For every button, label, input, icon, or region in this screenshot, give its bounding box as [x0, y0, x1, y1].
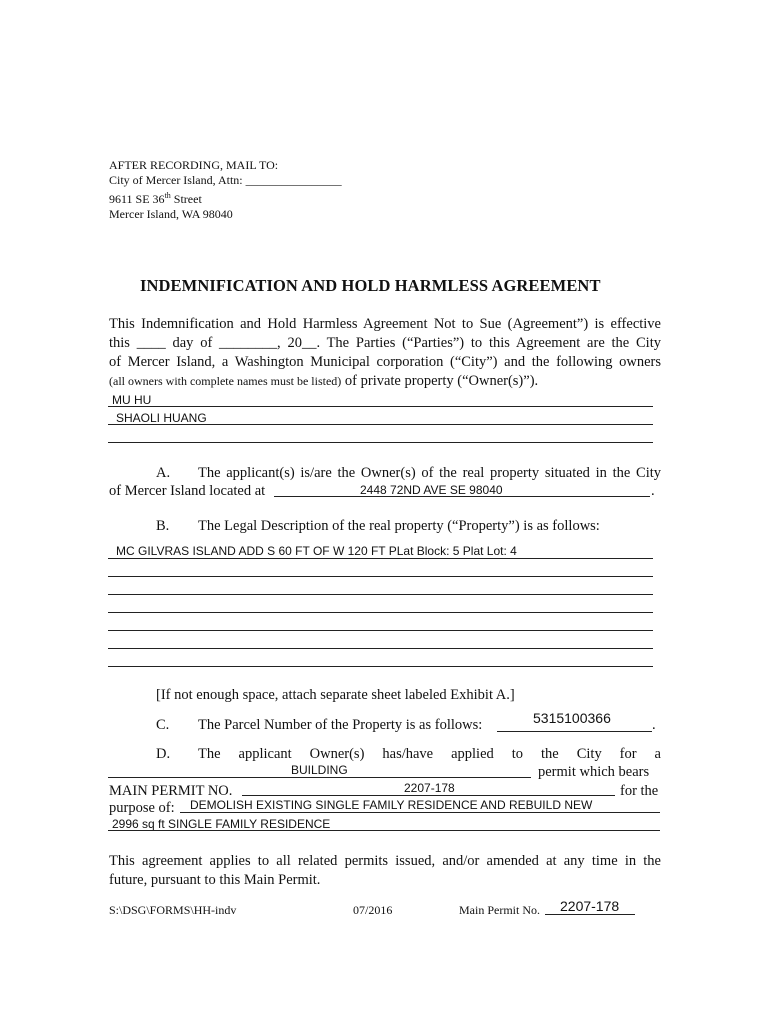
owner-line — [108, 424, 653, 425]
intro-line: of Mercer Island, a Washington Municipal corporation (“City”) and the following owners — [109, 354, 661, 370]
document-title: INDEMNIFICATION AND HOLD HARMLESS AGREEMENT — [140, 276, 601, 295]
legal-line — [108, 630, 653, 631]
main-permit-field[interactable]: 2207-178 — [404, 781, 455, 795]
intro-line: this ____ day of ________, 20__. The Parties (“Parties”) to this Agreement are the City — [109, 335, 661, 351]
mailing-city: Mercer Island, WA 98040 — [109, 207, 233, 221]
section-a-end: . — [651, 483, 655, 499]
footer-permit-field[interactable]: 2207-178 — [560, 898, 620, 914]
legal-description-field[interactable]: MC GILVRAS ISLAND ADD S 60 FT OF W 120 FT PLat Block: 5 Plat Lot: 4 — [116, 544, 517, 558]
closing-line: future, pursuant to this Main Permit. — [109, 872, 321, 888]
section-a-letter: A. — [156, 465, 171, 481]
section-c-text: The Parcel Number of the Property is as follows: — [198, 717, 483, 733]
mailing-attn: City of Mercer Island, Attn: ________________ — [109, 173, 342, 187]
mailing-heading: AFTER RECORDING, MAIL TO: — [109, 158, 279, 172]
section-c-end: . — [652, 717, 656, 733]
intro-line: (all owners with complete names must be listed) of private property (“Owner(s)”). — [109, 373, 539, 389]
permit-type-field[interactable]: BUILDING — [291, 763, 348, 777]
address-field[interactable]: 2448 72ND AVE SE 98040 — [360, 483, 503, 497]
section-b-text: The Legal Description of the real property (“Property”) is as follows: — [198, 518, 600, 534]
footer-date: 07/2016 — [353, 903, 393, 917]
purpose-line — [180, 812, 660, 813]
intro-line: This Indemnification and Hold Harmless Agreement Not to Sue (Agreement”) is effective — [109, 316, 661, 332]
legal-line — [108, 648, 653, 649]
parcel-line — [497, 731, 652, 732]
owner-line — [108, 406, 653, 407]
section-b-letter: B. — [156, 518, 170, 534]
footer-permit-line — [545, 914, 635, 915]
parcel-number-field[interactable]: 5315100366 — [533, 710, 611, 726]
legal-line — [108, 612, 653, 613]
closing-paragraph — [109, 852, 661, 890]
legal-line — [108, 594, 653, 595]
owner-name-field[interactable]: MU HU — [112, 393, 152, 407]
section-c-letter: C. — [156, 717, 170, 733]
legal-line — [108, 576, 653, 577]
main-permit-label: MAIN PERMIT NO. — [109, 783, 233, 799]
section-d-letter: D. — [156, 746, 171, 762]
section-a-line2: of Mercer Island located at — [109, 483, 266, 499]
exhibit-note: [If not enough space, attach separate sheet labeled Exhibit A.] — [156, 687, 515, 703]
section-d-line2-end: permit which bears — [538, 764, 650, 780]
purpose-label: purpose of: — [109, 800, 175, 816]
footer-path: S:\DSG\FORMS\HH-indv — [109, 903, 237, 917]
section-d-line1: The applicant Owner(s) has/have applied to the City for a — [198, 746, 661, 762]
purpose-line — [108, 830, 660, 831]
footer-permit-label: Main Permit No. — [459, 903, 540, 917]
purpose-field-2[interactable]: 2996 sq ft SINGLE FAMILY RESIDENCE — [112, 817, 331, 831]
section-a-line1: The applicant(s) is/are the Owner(s) of the real property situated in the City — [198, 465, 661, 481]
purpose-field-1[interactable]: DEMOLISH EXISTING SINGLE FAMILY RESIDENCE AND REBUILD NEW — [190, 798, 593, 812]
owner-line — [108, 442, 653, 443]
for-the-text: for the — [620, 783, 659, 799]
mailing-street: 9611 SE 36th Street — [109, 191, 202, 206]
permit-type-line — [108, 777, 531, 778]
closing-line: This agreement applies to all related permits issued, and/or amended at any time in the — [109, 853, 661, 869]
owner-name-field[interactable]: SHAOLI HUANG — [116, 411, 207, 425]
main-permit-line — [242, 795, 615, 796]
intro-paragraph — [109, 315, 661, 391]
mailing-block — [109, 158, 342, 222]
legal-line — [108, 558, 653, 559]
legal-line — [108, 666, 653, 667]
